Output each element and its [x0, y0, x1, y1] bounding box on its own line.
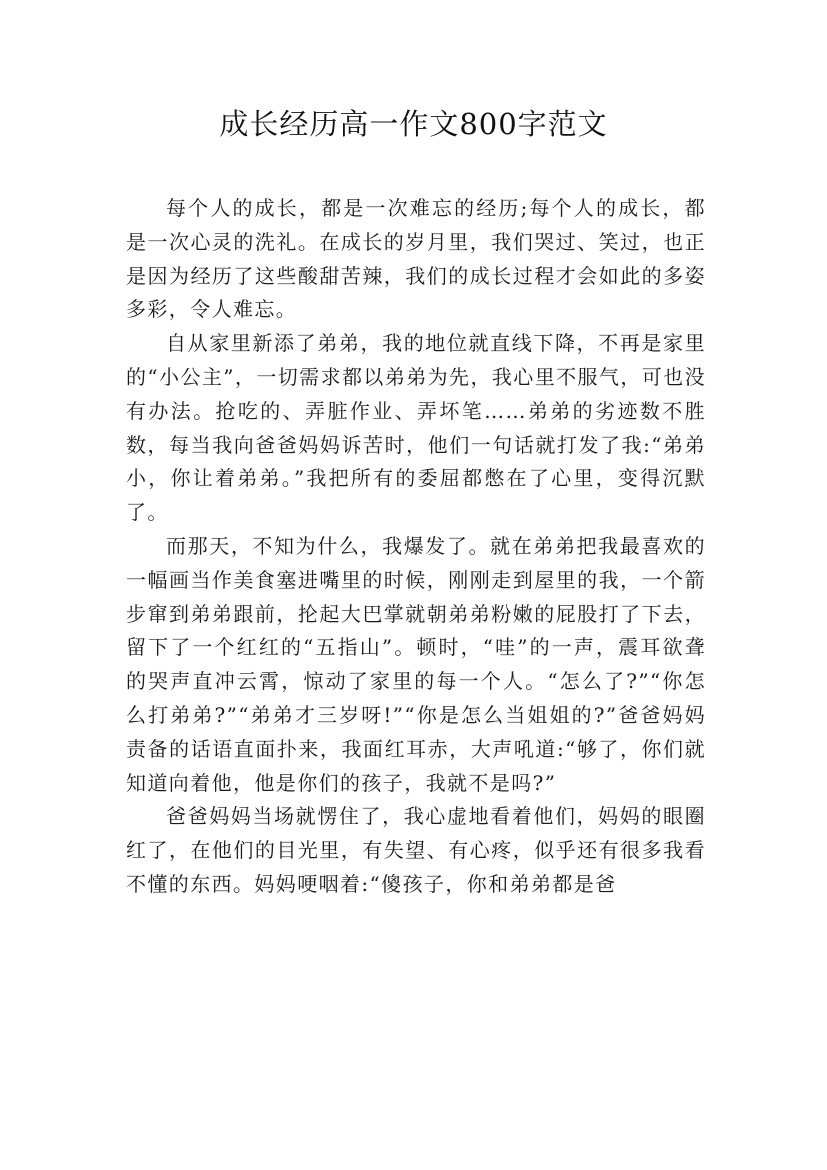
paragraph-3: 而那天，不知为什么，我爆发了。就在弟弟把我最喜欢的一幅画当作美食塞进嘴里的时候，刚刚走到屋里的我，一个箭步窜到弟弟跟前，抡起大巴掌就朝弟弟粉嫩的屁股打了下去，留下了一个红红的“五指山”。顿时，“哇”的一声，震耳欲聋的哭声直冲云霄，惊动了家里的每一个人。“怎么了?”“你怎么打弟弟?”“弟弟才三岁呀!”“你是怎么当姐姐的?”爸爸妈妈责备的话语直面扑来，我面红耳赤，大声吼道:“够了，你们就知道向着他，他是你们的孩子，我就不是吗?” — [126, 533, 706, 795]
paragraph-1: 每个人的成长，都是一次难忘的经历;每个人的成长，都是一次心灵的洗礼。在成长的岁月里，我们哭过、笑过，也正是因为经历了这些酸甜苦辣，我们的成长过程才会如此的多姿多彩，令人难忘。 — [126, 196, 706, 322]
paragraph-4: 爸爸妈妈当场就愣住了，我心虚地看着他们，妈妈的眼圈红了，在他们的目光里，有失望、有心疼，似乎还有很多我看不懂的东西。妈妈哽咽着:“傻孩子，你和弟弟都是爸 — [126, 804, 706, 896]
document-body — [126, 192, 706, 902]
document-title: 成长经历高一作文800字范文 — [219, 107, 608, 141]
paragraph-2: 自从家里新添了弟弟，我的地位就直线下降，不再是家里的“小公主”，一切需求都以弟弟为先，我心里不服气，可也没有办法。抢吃的、弄脏作业、弄坏笔……弟弟的劣迹数不胜数，每当我向爸爸妈妈诉苦时，他们一句话就打发了我:“弟弟小，你让着弟弟。”我把所有的委屈都憋在了心里，变得沉默了。 — [126, 331, 706, 525]
